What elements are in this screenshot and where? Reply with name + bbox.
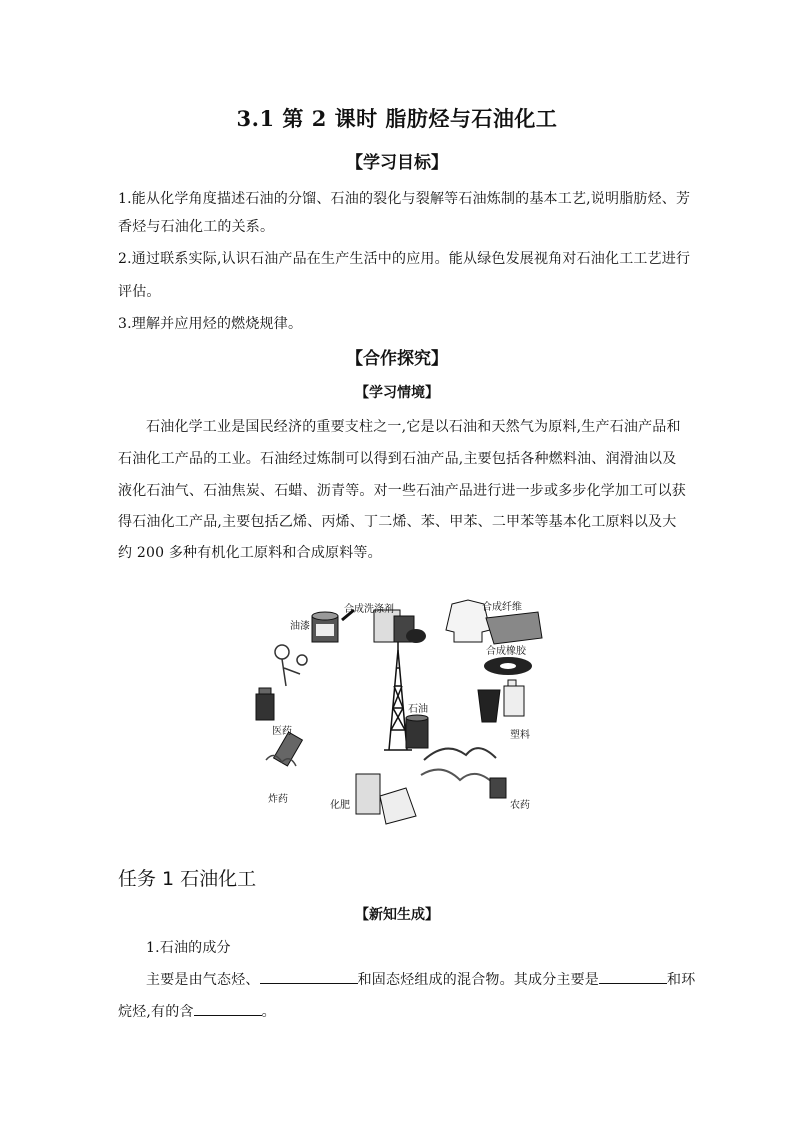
oil-barrel-icon bbox=[406, 715, 428, 748]
page-title: 3.1 第 2 课时 脂肪烃与石油化工 bbox=[236, 106, 558, 131]
new-knowledge-heading: 【新知生成】 bbox=[355, 907, 439, 923]
label-pesticide: 农药 bbox=[510, 800, 530, 811]
fill-blank-line bbox=[118, 1001, 678, 1021]
label-detergent: 合成洗涤剂 bbox=[344, 604, 394, 615]
fill-blank-line bbox=[146, 969, 706, 989]
plastic-icon bbox=[478, 680, 524, 722]
text-segment: 主要是由气态烃、 bbox=[146, 972, 260, 988]
objective-line: 1.能从化学角度描述石油的分馏、石油的裂化与裂解等石油炼制的基本工艺,说明脂肪烃、芳 bbox=[118, 191, 691, 207]
text-segment: 。 bbox=[261, 1004, 276, 1020]
scenario-line: 石油化学工业是国民经济的重要支柱之一,它是以石油和天然气为原料,生产石油产品和 bbox=[146, 419, 681, 435]
petroleum-products-figure bbox=[246, 590, 546, 830]
explosive-icon bbox=[266, 732, 302, 766]
label-paint: 油漆 bbox=[290, 621, 310, 632]
pesticide-icon bbox=[421, 748, 506, 798]
objectives-heading: 【学习目标】 bbox=[346, 153, 448, 173]
label-medicine: 医药 bbox=[272, 726, 292, 737]
objective-line: 2.通过联系实际,认识石油产品在生产生活中的应用。能从绿色发展视角对石油化工工艺进行 bbox=[118, 251, 691, 267]
label-fiber: 合成纤维 bbox=[482, 602, 522, 613]
label-rubber: 合成橡胶 bbox=[486, 646, 526, 657]
answer-blank[interactable] bbox=[194, 1001, 262, 1016]
person-icon bbox=[275, 645, 307, 686]
answer-blank[interactable] bbox=[260, 969, 358, 984]
text-segment: 烷烃,有的含 bbox=[118, 1004, 194, 1020]
objective-line: 香烃与石油化工的关系。 bbox=[118, 219, 275, 235]
medicine-icon bbox=[256, 688, 274, 720]
objective-line: 3.理解并应用烃的燃烧规律。 bbox=[118, 316, 303, 332]
cooperation-heading: 【合作探究】 bbox=[346, 349, 448, 369]
fertilizer-icon bbox=[356, 774, 416, 824]
label-plastic: 塑料 bbox=[510, 730, 530, 741]
answer-blank[interactable] bbox=[599, 969, 667, 984]
scenario-line: 得石油化工产品,主要包括乙烯、丙烯、丁二烯、苯、甲苯、二甲苯等基本化工原料以及大 bbox=[118, 514, 677, 530]
scenario-heading: 【学习情境】 bbox=[355, 385, 439, 401]
objective-line: 评估。 bbox=[118, 284, 161, 300]
scenario-line: 液化石油气、石油焦炭、石蜡、沥青等。对一些石油产品进行进一步或多步化学加工可以获 bbox=[118, 483, 686, 499]
label-explosive: 炸药 bbox=[268, 794, 288, 805]
label-petroleum: 石油 bbox=[408, 704, 428, 715]
scenario-line: 约 200 多种有机化工原料和合成原料等。 bbox=[118, 545, 382, 561]
label-fertilizer: 化肥 bbox=[330, 800, 350, 811]
synthetic-rubber-icon bbox=[484, 657, 532, 675]
task-title: 任务 1 石油化工 bbox=[118, 868, 257, 890]
item-heading: 1.石油的成分 bbox=[146, 940, 231, 956]
text-segment: 和固态烃组成的混合物。其成分主要是 bbox=[357, 972, 600, 988]
text-segment: 和环 bbox=[667, 972, 696, 988]
scenario-line: 石油化工产品的工业。石油经过炼制可以得到石油产品,主要包括各种燃料油、润滑油以及 bbox=[118, 451, 677, 467]
